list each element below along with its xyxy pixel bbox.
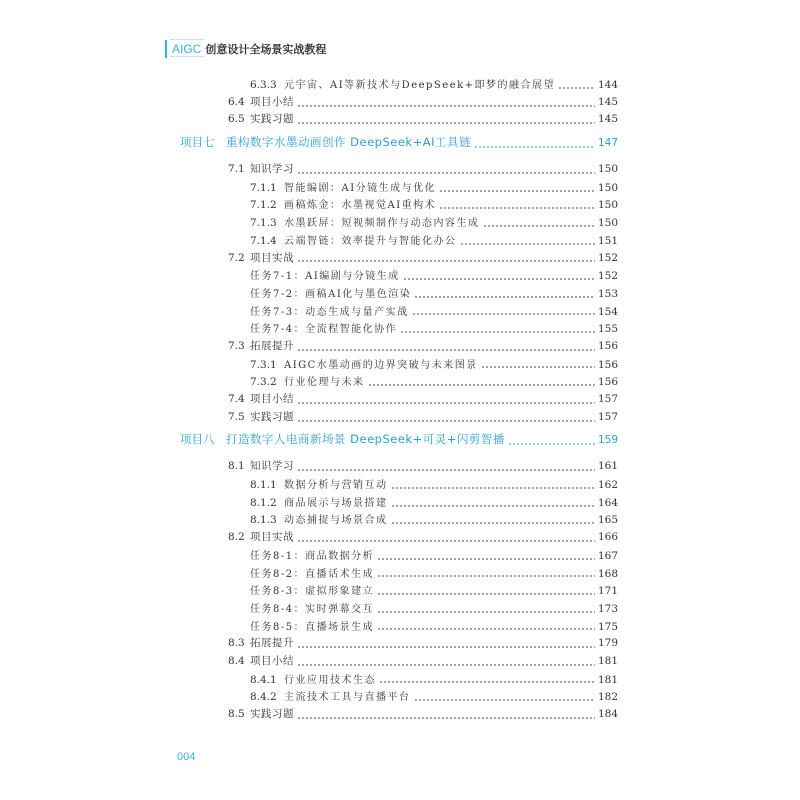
toc-entry-page: 155 bbox=[597, 323, 618, 336]
dot-leader bbox=[558, 87, 595, 89]
toc-entry-title: 项目实战 bbox=[250, 251, 294, 264]
toc-entry[interactable] bbox=[180, 267, 618, 285]
toc-entry-page: 166 bbox=[597, 531, 618, 544]
toc-entry-title: 重构数字水墨动画创作 DeepSeek+AI工具链 bbox=[226, 135, 471, 150]
dot-leader bbox=[368, 384, 595, 386]
toc-entry[interactable] bbox=[180, 373, 618, 391]
dot-leader bbox=[297, 172, 595, 174]
toc-entry-title: 行业伦理与未来 bbox=[284, 377, 365, 389]
dot-leader bbox=[439, 207, 595, 209]
toc-entry[interactable] bbox=[180, 338, 618, 356]
toc-entry-number: 7.1.3 bbox=[250, 217, 277, 230]
toc-entry[interactable] bbox=[180, 161, 618, 179]
toc-entry-title: 项目小结 bbox=[250, 393, 294, 405]
toc-entry[interactable] bbox=[180, 214, 618, 232]
toc-entry-title: 项目实战 bbox=[250, 531, 294, 544]
dot-leader bbox=[508, 443, 595, 445]
toc-entry-number: 7.1.1 bbox=[250, 181, 277, 194]
toc-entry-title: 云端智链：效率提升与智能化办公 bbox=[284, 235, 457, 247]
toc-entry-title: 数据分析与营销互动 bbox=[284, 480, 388, 492]
toc-entry-number: 8.2 bbox=[228, 531, 245, 544]
dot-leader bbox=[377, 611, 595, 613]
toc-entry-title: 实践习题 bbox=[250, 410, 294, 423]
toc-entry-number: 8.1.1 bbox=[250, 479, 277, 492]
toc-entry[interactable] bbox=[180, 653, 618, 671]
toc-entry-title: 拓展提升 bbox=[250, 637, 294, 650]
toc-entry-number: 7.3 bbox=[228, 339, 245, 352]
toc-entry-title: 任务8-5：直播场景生成 bbox=[250, 621, 375, 633]
toc-entry-title: 任务8-4：实时弹幕交互 bbox=[250, 603, 375, 615]
toc-entry[interactable] bbox=[180, 76, 618, 94]
toc-entry-number: 7.1.2 bbox=[250, 199, 277, 212]
toc-entry-number: 8.1.3 bbox=[250, 514, 277, 527]
toc-chapter-heading[interactable] bbox=[180, 134, 618, 154]
toc-entry-title: 任务7-1：AI编剧与分镜生成 bbox=[250, 271, 400, 283]
dot-leader bbox=[474, 146, 595, 148]
toc-entry-page: 157 bbox=[597, 410, 618, 423]
toc-entry-number: 项目八 bbox=[180, 432, 215, 447]
dot-leader bbox=[391, 505, 595, 507]
toc-entry-page: 159 bbox=[597, 434, 618, 447]
toc-entry-title: 元宇宙、AI等新技术与DeepSeek+即梦的融合展望 bbox=[284, 80, 556, 91]
toc-entry-number: 项目七 bbox=[180, 135, 215, 150]
dot-leader bbox=[391, 487, 595, 489]
dot-leader bbox=[483, 225, 595, 227]
toc-entry-page: 150 bbox=[597, 199, 618, 212]
book-logo: AIGC bbox=[165, 40, 203, 58]
toc-entry-title: 实践习题 bbox=[250, 113, 294, 126]
dot-leader bbox=[297, 664, 595, 666]
dot-leader bbox=[297, 105, 595, 107]
toc-entry[interactable] bbox=[180, 196, 618, 214]
toc-entry-page: 147 bbox=[597, 137, 618, 150]
toc-entry[interactable] bbox=[180, 600, 618, 618]
toc-entry-page: 165 bbox=[597, 514, 618, 527]
dot-leader bbox=[297, 540, 595, 542]
dot-leader bbox=[297, 122, 595, 124]
toc-entry-page: 162 bbox=[597, 479, 618, 492]
dot-leader bbox=[412, 313, 595, 315]
toc-entry[interactable] bbox=[180, 494, 618, 512]
toc-entry[interactable] bbox=[180, 320, 618, 338]
dot-leader bbox=[391, 522, 595, 524]
page-number: 004 bbox=[177, 751, 196, 763]
toc-entry-page: 157 bbox=[597, 393, 618, 405]
toc-entry[interactable] bbox=[180, 179, 618, 197]
toc-entry-title: 任务8-3：虚拟形象建立 bbox=[250, 586, 375, 598]
toc-entry-page: 175 bbox=[597, 620, 618, 633]
toc-entry[interactable] bbox=[180, 250, 618, 268]
toc-entry[interactable] bbox=[180, 582, 618, 600]
toc-entry-page: 152 bbox=[597, 270, 618, 283]
toc-entry-page: 181 bbox=[597, 654, 618, 667]
toc-entry-number: 7.1 bbox=[228, 163, 245, 176]
toc-entry[interactable] bbox=[180, 391, 618, 409]
dot-leader bbox=[297, 260, 595, 262]
toc-entry[interactable] bbox=[180, 529, 618, 547]
toc-entry-title: 项目小结 bbox=[250, 654, 294, 667]
toc-entry-page: 184 bbox=[597, 708, 618, 720]
toc-entry-page: 153 bbox=[597, 287, 618, 300]
toc-entry[interactable] bbox=[180, 285, 618, 303]
toc-entry-title: 项目小结 bbox=[250, 95, 294, 108]
toc-entry-page: 150 bbox=[597, 181, 618, 194]
toc-entry-number: 7.4 bbox=[228, 393, 245, 405]
toc-entry-title: 打造数字人电商新场景 DeepSeek+可灵+闪剪智播 bbox=[226, 432, 505, 447]
toc-entry-page: 156 bbox=[597, 376, 618, 389]
dot-leader bbox=[481, 366, 595, 368]
dot-leader bbox=[297, 717, 595, 719]
toc-entry-page: 145 bbox=[597, 95, 618, 108]
toc-entry[interactable] bbox=[180, 94, 618, 112]
toc-chapter-heading[interactable] bbox=[180, 431, 618, 451]
toc-entry-title: 任务8-1：商品数据分析 bbox=[250, 550, 375, 562]
toc-entry[interactable] bbox=[180, 476, 618, 494]
toc-entry-page: 150 bbox=[597, 217, 618, 230]
dot-leader bbox=[460, 243, 595, 245]
toc-entry-title: 任务7-3：动态生成与量产实战 bbox=[250, 306, 409, 318]
toc-entry-number: 7.3.1 bbox=[250, 358, 277, 371]
toc-entry[interactable] bbox=[180, 547, 618, 565]
toc-entry-number: 7.2 bbox=[228, 251, 245, 264]
toc-entry-number: 8.5 bbox=[228, 708, 245, 720]
toc-entry-page: 173 bbox=[597, 602, 618, 615]
toc-entry[interactable] bbox=[180, 111, 618, 129]
toc-entry-title: 知识学习 bbox=[250, 163, 294, 176]
toc-entry-number: 8.3 bbox=[228, 637, 245, 650]
toc-entry[interactable] bbox=[180, 232, 618, 250]
toc-entry[interactable] bbox=[180, 618, 618, 636]
toc-entry-number: 8.1.2 bbox=[250, 496, 277, 509]
toc-entry-title: 任务7-4：全流程智能化协作 bbox=[250, 324, 398, 336]
dot-leader bbox=[377, 558, 595, 560]
book-title: 创意设计全场景实战教程 bbox=[205, 43, 327, 56]
toc-entry-title: 水墨跃屏：短视频制作与动态内容生成 bbox=[284, 218, 480, 230]
toc-entry[interactable] bbox=[180, 706, 618, 724]
toc-entry-number: 7.5 bbox=[228, 410, 245, 423]
dot-leader bbox=[297, 646, 595, 648]
toc-entry-page: 171 bbox=[597, 585, 618, 598]
running-header bbox=[165, 40, 326, 58]
dot-leader bbox=[377, 575, 595, 577]
toc-entry-page: 152 bbox=[597, 251, 618, 264]
toc-entry-page: 156 bbox=[597, 339, 618, 352]
toc-entry-title: 行业应用技术生态 bbox=[284, 674, 376, 686]
toc-entry[interactable] bbox=[180, 688, 618, 706]
toc-entry-number: 6.3.3 bbox=[250, 79, 277, 91]
toc-entry-title: AIGC水墨动画的边界突破与未来图景 bbox=[284, 359, 478, 371]
toc-entry-page: 161 bbox=[597, 460, 618, 473]
toc-entry-title: 实践习题 bbox=[250, 708, 294, 720]
toc-entry-page: 167 bbox=[597, 549, 618, 562]
toc-entry[interactable] bbox=[180, 511, 618, 529]
dot-leader bbox=[297, 402, 595, 404]
toc-entry[interactable] bbox=[180, 458, 618, 476]
toc-entry-page: 182 bbox=[597, 691, 618, 704]
toc-entry-title: 主流技术工具与直播平台 bbox=[284, 692, 411, 704]
toc-entry-title: 画稿炼金：水墨视觉AI重构术 bbox=[284, 200, 437, 212]
toc-entry-page: 179 bbox=[597, 637, 618, 650]
toc-entry-page: 150 bbox=[597, 163, 618, 176]
toc-entry-number: 8.4 bbox=[228, 654, 245, 667]
dot-leader bbox=[414, 296, 595, 298]
dot-leader bbox=[297, 349, 595, 351]
dot-leader bbox=[377, 593, 595, 595]
toc-entry[interactable] bbox=[180, 409, 618, 427]
toc-entry-title: 拓展提升 bbox=[250, 339, 294, 352]
toc-entry[interactable] bbox=[180, 635, 618, 653]
dot-leader bbox=[414, 699, 595, 701]
toc-entry-number: 6.4 bbox=[228, 95, 245, 108]
toc-entry-page: 144 bbox=[597, 79, 618, 91]
toc-entry-number: 8.1 bbox=[228, 460, 245, 473]
toc-entry-number: 6.5 bbox=[228, 113, 245, 126]
toc-entry-page: 164 bbox=[597, 496, 618, 509]
toc-entry-title: 动态捕捉与场景合成 bbox=[284, 515, 388, 527]
toc-entry-page: 145 bbox=[597, 113, 618, 126]
toc-entry-page: 154 bbox=[597, 305, 618, 318]
toc-entry-number: 8.4.2 bbox=[250, 691, 277, 704]
dot-leader bbox=[400, 331, 595, 333]
toc-entry-number: 7.1.4 bbox=[250, 234, 277, 247]
table-of-contents bbox=[180, 76, 618, 724]
toc-entry-page: 181 bbox=[597, 673, 618, 686]
dot-leader bbox=[439, 190, 595, 192]
dot-leader bbox=[297, 420, 595, 422]
toc-entry[interactable] bbox=[180, 303, 618, 321]
toc-entry[interactable] bbox=[180, 356, 618, 374]
toc-entry[interactable] bbox=[180, 671, 618, 689]
dot-leader bbox=[377, 628, 595, 630]
dot-leader bbox=[379, 681, 595, 683]
toc-entry-title: 智能编剧：AI分镜生成与优化 bbox=[284, 182, 437, 194]
toc-entry-title: 知识学习 bbox=[250, 460, 294, 473]
toc-entry-page: 168 bbox=[597, 567, 618, 580]
toc-entry-title: 任务8-2：直播话术生成 bbox=[250, 568, 375, 580]
toc-entry-title: 任务7-2：画稿AI化与墨色渲染 bbox=[250, 288, 412, 300]
toc-entry-title: 商品展示与场景搭建 bbox=[284, 497, 388, 509]
toc-entry-page: 151 bbox=[597, 234, 618, 247]
toc-entry-number: 8.4.1 bbox=[250, 673, 277, 686]
toc-entry-number: 7.3.2 bbox=[250, 376, 277, 389]
toc-entry[interactable] bbox=[180, 565, 618, 583]
dot-leader bbox=[297, 469, 595, 471]
toc-entry-page: 156 bbox=[597, 358, 618, 371]
dot-leader bbox=[403, 278, 595, 280]
